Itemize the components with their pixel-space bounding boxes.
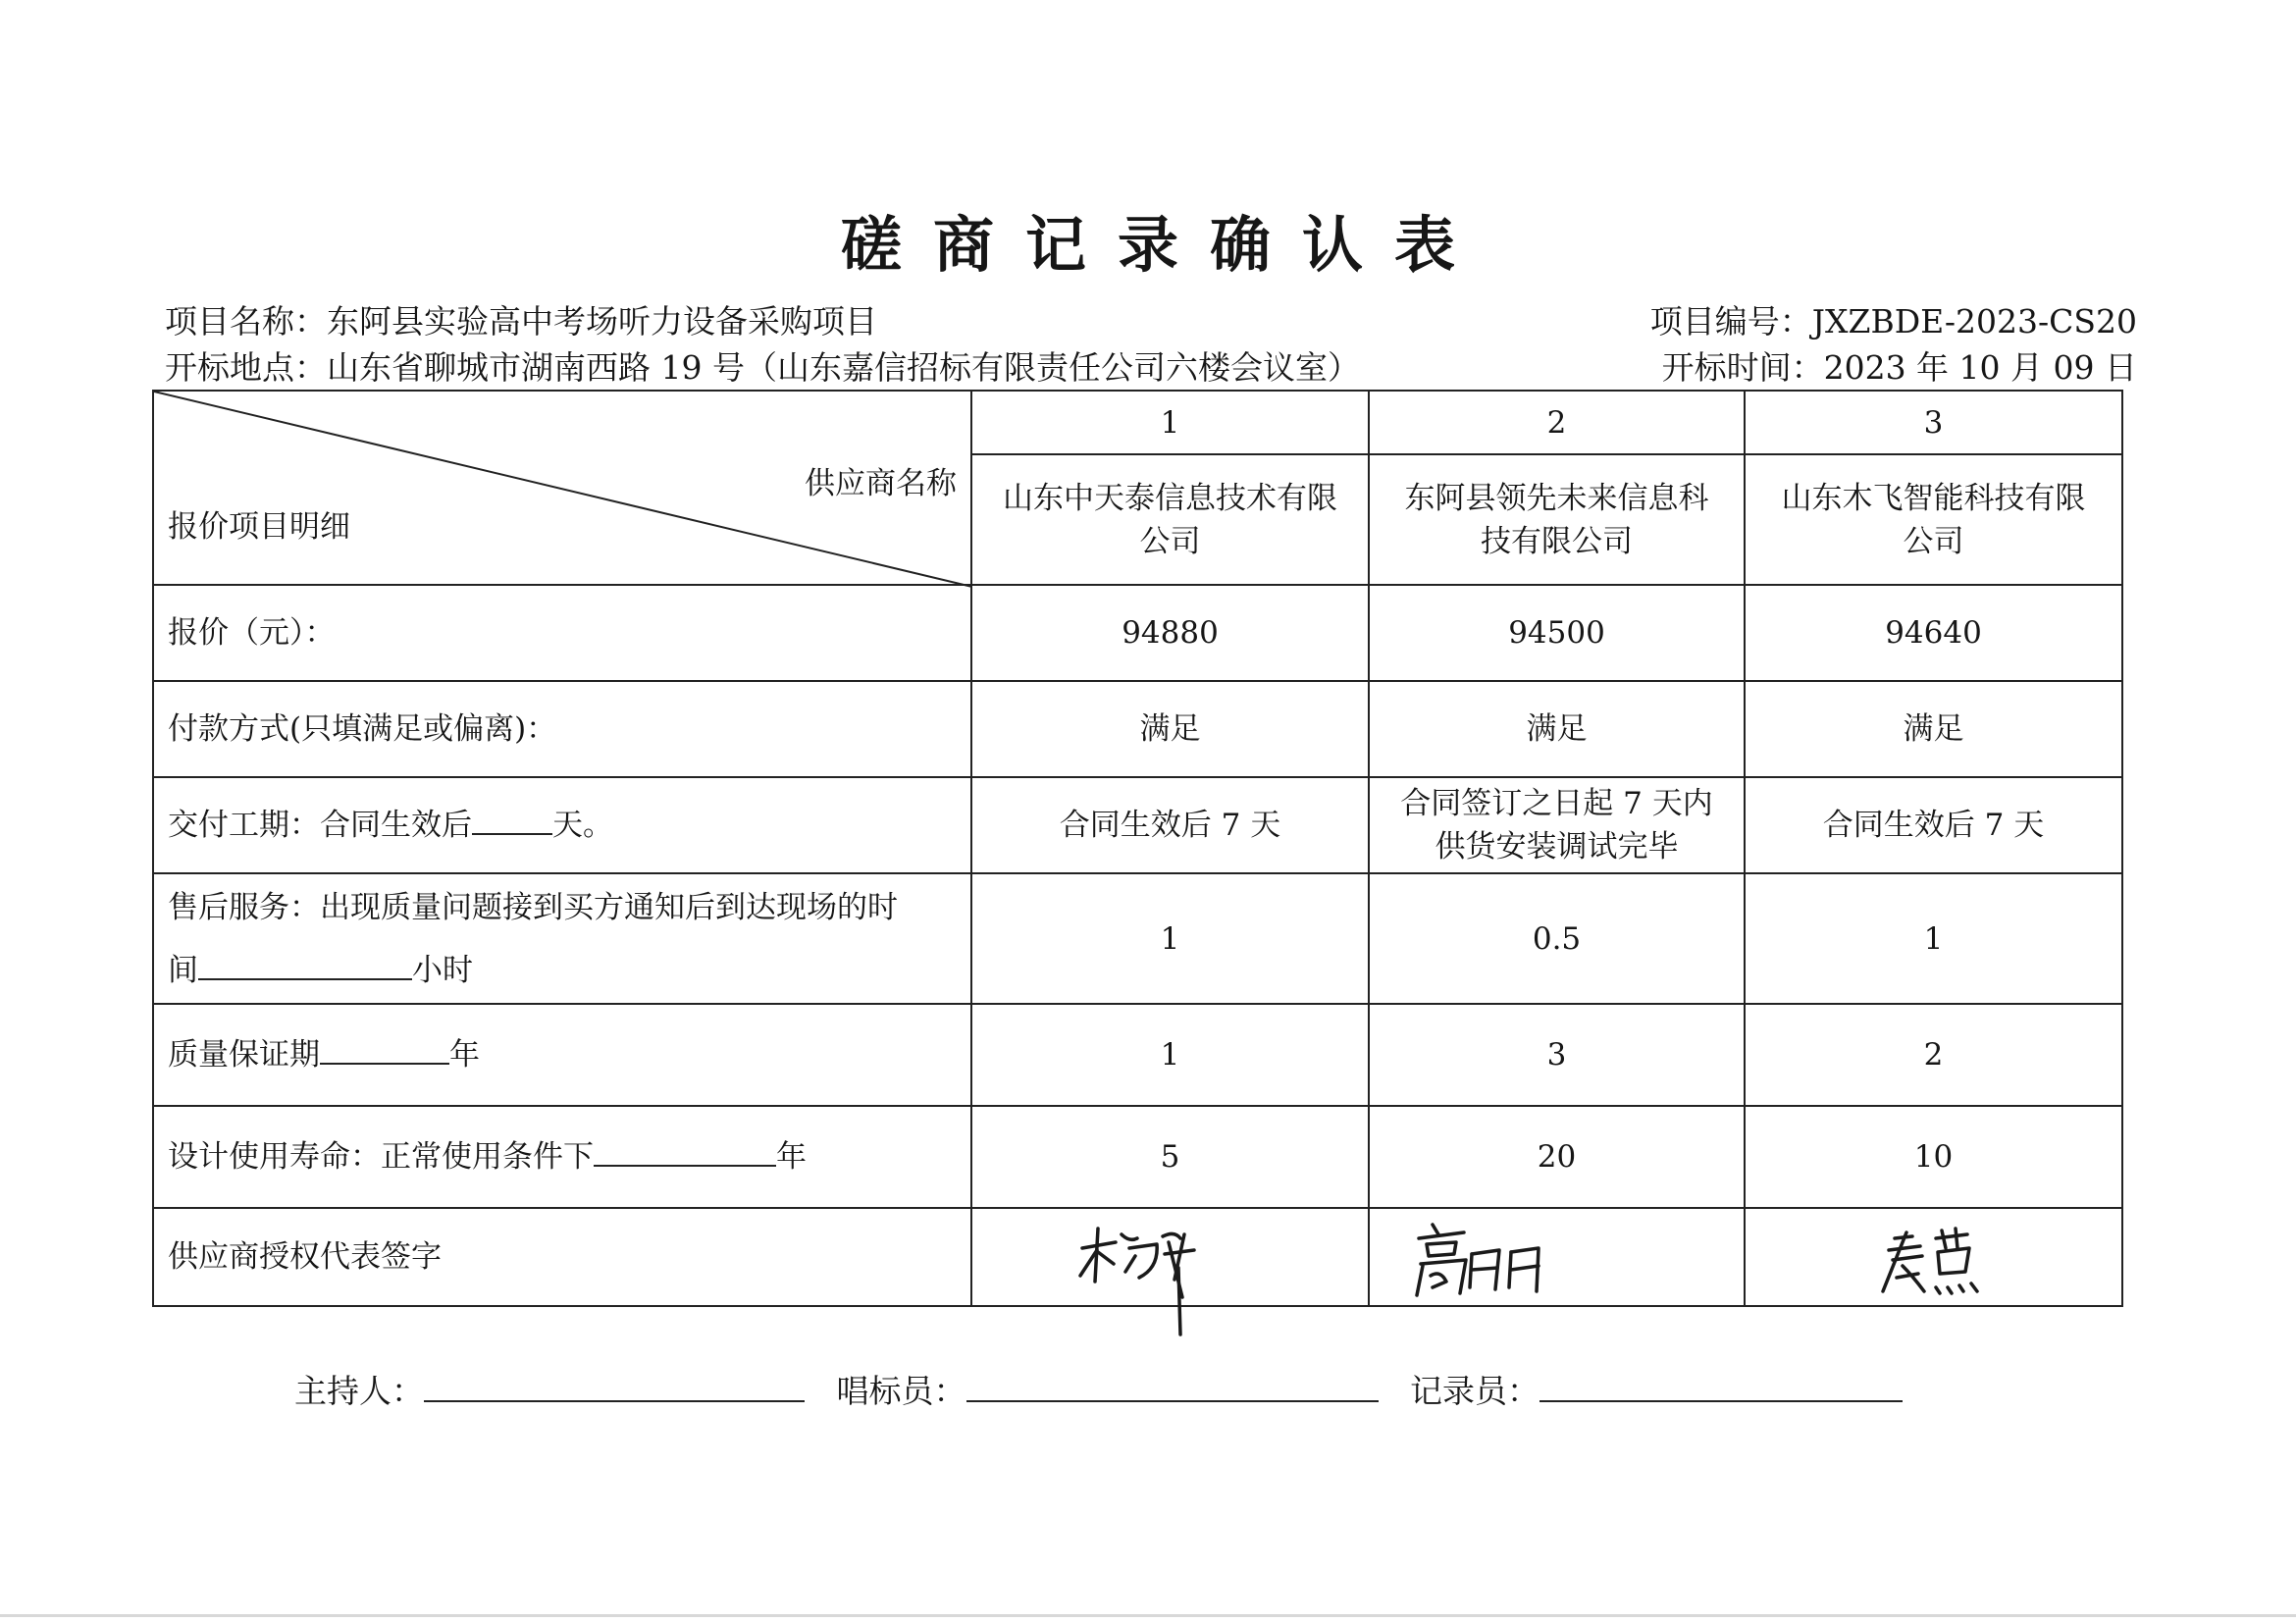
supplier-name-line: 山东木飞智能科技有限: [1781, 480, 2086, 516]
delivery-value-line: 合同签订之日起 7 天内: [1400, 786, 1713, 821]
delivery-label-post: 天。: [552, 808, 613, 843]
supplier-name-line: 技有限公司: [1481, 523, 1633, 559]
delivery-value: [1369, 777, 1745, 873]
signature-1: [972, 1209, 1370, 1346]
price-row: [153, 585, 2122, 681]
service-blank-line: [198, 949, 412, 980]
lifetime-label-post: 年: [776, 1139, 807, 1175]
service-value: 0.5: [1369, 873, 1745, 1004]
signature-label: 供应商授权代表签字: [153, 1208, 971, 1306]
warranty-value: 3: [1369, 1004, 1745, 1106]
recorder-label: 记录员：: [1410, 1372, 1539, 1410]
corner-supplier-label: 供应商名称: [805, 466, 957, 501]
payment-value: 满足: [1745, 681, 2122, 777]
supplier-name-line: 东阿县领先未来信息科: [1404, 480, 1709, 516]
warranty-row: [153, 1004, 2122, 1106]
supplier-name-cell: [1369, 454, 1745, 585]
lifetime-value: 10: [1745, 1106, 2122, 1208]
table-corner-cell: [153, 391, 971, 585]
warranty-label: [153, 1004, 971, 1106]
service-value: 1: [1745, 873, 2122, 1004]
meta-row-project: [165, 299, 2137, 344]
signature-2: [1370, 1209, 1746, 1307]
supplier-number-row: [153, 391, 2122, 454]
signature-cell: [971, 1208, 1369, 1306]
delivery-label: [153, 777, 971, 873]
corner-items-label: 报价项目明细: [168, 509, 350, 545]
service-label-post: 小时: [412, 952, 473, 988]
warranty-value: 1: [971, 1004, 1369, 1106]
opening-time-label: 开标时间：: [1661, 348, 1824, 387]
payment-value: 满足: [1369, 681, 1745, 777]
recorder-field: [1410, 1366, 1903, 1412]
lifetime-value: 20: [1369, 1106, 1745, 1208]
delivery-value: [971, 777, 1369, 873]
location-value: 山东省聊城市湖南西路 19 号（山东嘉信招标有限责任公司六楼会议室）: [327, 348, 1360, 387]
delivery-value-line: 合同生效后 7 天: [1059, 808, 1281, 843]
host-signature-line[interactable]: [424, 1369, 805, 1402]
price-value: 94640: [1745, 585, 2122, 681]
project-no-value: JXZBDE-2023-CS20: [1811, 302, 2137, 340]
announcer-signature-line[interactable]: [966, 1369, 1379, 1402]
delivery-label-pre: 交付工期：合同生效后: [168, 808, 472, 843]
payment-row: [153, 681, 2122, 777]
announcer-label: 唱标员：: [836, 1372, 966, 1410]
service-label-line: 售后服务：出现质量问题接到买方通知后到达现场的时: [168, 889, 898, 925]
scan-edge: [0, 1614, 2296, 1617]
price-label: 报价（元）：: [153, 585, 971, 681]
host-field: [294, 1366, 805, 1412]
warranty-label-pre: 质量保证期: [168, 1037, 320, 1073]
meta-row-opening: [165, 345, 2137, 391]
quote-table: [152, 390, 2123, 1307]
signature-row: [153, 1208, 2122, 1306]
price-value: 94880: [971, 585, 1369, 681]
supplier-name-cell: [1745, 454, 2122, 585]
delivery-value-line: 供货安装调试完毕: [1435, 829, 1679, 864]
project-name-value: 东阿县实验高中考场听力设备采购项目: [327, 302, 877, 340]
lifetime-value: 5: [971, 1106, 1369, 1208]
delivery-value-line: 合同生效后 7 天: [1822, 808, 2045, 843]
service-label: [153, 873, 971, 1004]
payment-label: 付款方式(只填满足或偏离)：: [153, 681, 971, 777]
project-no-label: 项目编号：: [1649, 302, 1812, 340]
lifetime-blank-line: [594, 1135, 776, 1167]
lifetime-label-pre: 设计使用寿命：正常使用条件下: [168, 1139, 594, 1175]
price-value: 94500: [1369, 585, 1745, 681]
delivery-blank-line: [472, 804, 552, 835]
delivery-value: [1745, 777, 2122, 873]
location-label: 开标地点：: [165, 348, 327, 387]
supplier-name-line: 公司: [1903, 523, 1964, 559]
lifetime-label: [153, 1106, 971, 1208]
payment-value: 满足: [971, 681, 1369, 777]
supplier-number-cell: 3: [1745, 391, 2122, 454]
service-label-line: [168, 939, 970, 1002]
recorder-signature-line[interactable]: [1539, 1369, 1903, 1402]
supplier-name-line: 山东中天泰信息技术有限: [1003, 480, 1337, 516]
supplier-name-cell: [971, 454, 1369, 585]
supplier-number-cell: 2: [1369, 391, 1745, 454]
signature-3: [1746, 1209, 2123, 1307]
footer-signoff: [294, 1366, 1924, 1412]
delivery-row: [153, 777, 2122, 873]
announcer-field: [837, 1366, 1379, 1412]
service-label-pre: 间: [168, 952, 198, 988]
project-no-field: [1650, 299, 2137, 344]
signature-cell: [1745, 1208, 2122, 1306]
project-name-field: [165, 299, 877, 344]
service-value: 1: [971, 873, 1369, 1004]
service-row: [153, 873, 2122, 1004]
opening-time-field: [1662, 345, 2137, 391]
signature-cell: [1369, 1208, 1745, 1306]
host-label: 主持人：: [294, 1372, 424, 1410]
page-title: 磋商记录确认表: [840, 209, 1487, 281]
location-field: [165, 345, 1360, 391]
supplier-number-cell: 1: [971, 391, 1369, 454]
warranty-label-post: 年: [449, 1037, 480, 1073]
warranty-value: 2: [1745, 1004, 2122, 1106]
warranty-blank-line: [320, 1033, 449, 1065]
project-name-label: 项目名称：: [165, 302, 327, 340]
supplier-name-line: 公司: [1139, 523, 1201, 559]
lifetime-row: [153, 1106, 2122, 1208]
opening-time-value: 2023 年 10 月 09 日: [1823, 348, 2137, 387]
